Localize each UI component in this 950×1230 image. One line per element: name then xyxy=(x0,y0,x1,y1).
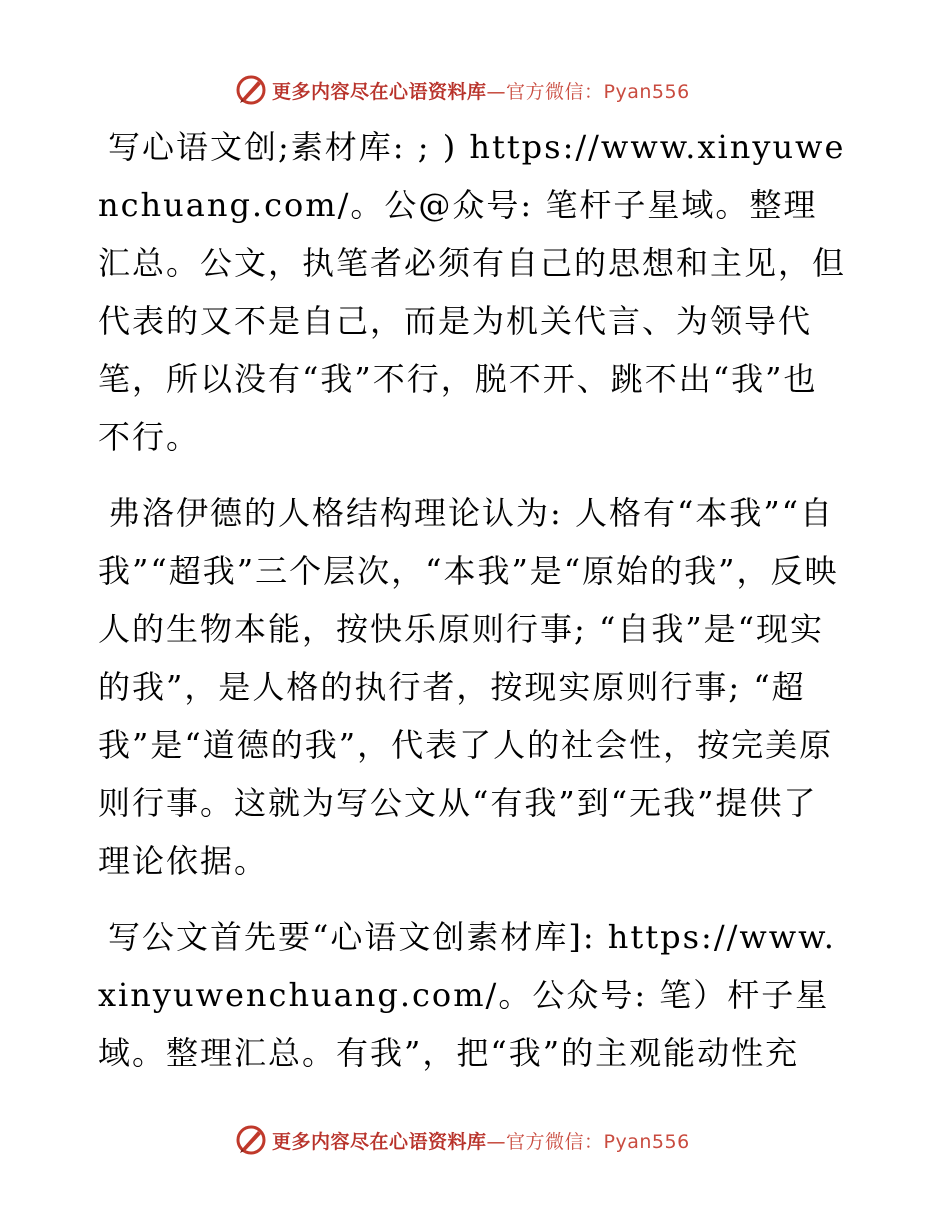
paragraph-2: 弗洛伊德的人格结构理论认为: 人格有“本我”“自我”“超我”三个层次，“本我”是“原始的我”，反映人的生物本能，按快乐原则行事; “自我”是“现实的我”，是人格的执行者，按现实原则行事; “超我”是“道德的我”，代表了人的社会性，按完美原则行事。这就为写公文从“有我”到“无我”提供了理论依据。 xyxy=(98,494,839,880)
header-banner-wechat: 官方微信：Pyan556 xyxy=(506,80,690,103)
header-banner-brand: 更多内容尽在心语资料库 xyxy=(272,80,487,103)
footer-banner xyxy=(234,1120,714,1160)
header-banner-separator: — xyxy=(486,80,507,103)
paragraph-3: 写公文首先要“心语文创素材库]: https://www.xinyuwenchuang.com/。公众号: 笔）杆子星域。整理汇总。有我”，把“我”的主观能动性充 xyxy=(98,918,836,1072)
quill-pen-logo-icon xyxy=(234,73,268,107)
footer-banner-text xyxy=(272,1127,690,1154)
footer-banner-brand: 更多内容尽在心语资料库 xyxy=(272,1130,487,1153)
footer-banner-separator: — xyxy=(486,1130,507,1153)
header-banner-text xyxy=(272,77,690,104)
document-body xyxy=(98,118,850,1100)
header-banner xyxy=(234,70,714,110)
footer-banner-wechat: 官方微信：Pyan556 xyxy=(506,1130,690,1153)
quill-pen-logo-icon xyxy=(234,1123,268,1157)
paragraph-1: 写心语文创;素材库: ; ) https://www.xinyuwenchuang.com/。公@众号: 笔杆子星域。整理汇总。公文，执笔者必须有自己的思想和主见，但代表的又不是自己，而是为机关代言、为领导代笔，所以没有“我”不行，脱不开、跳不出“我”也不行。 xyxy=(98,128,847,456)
